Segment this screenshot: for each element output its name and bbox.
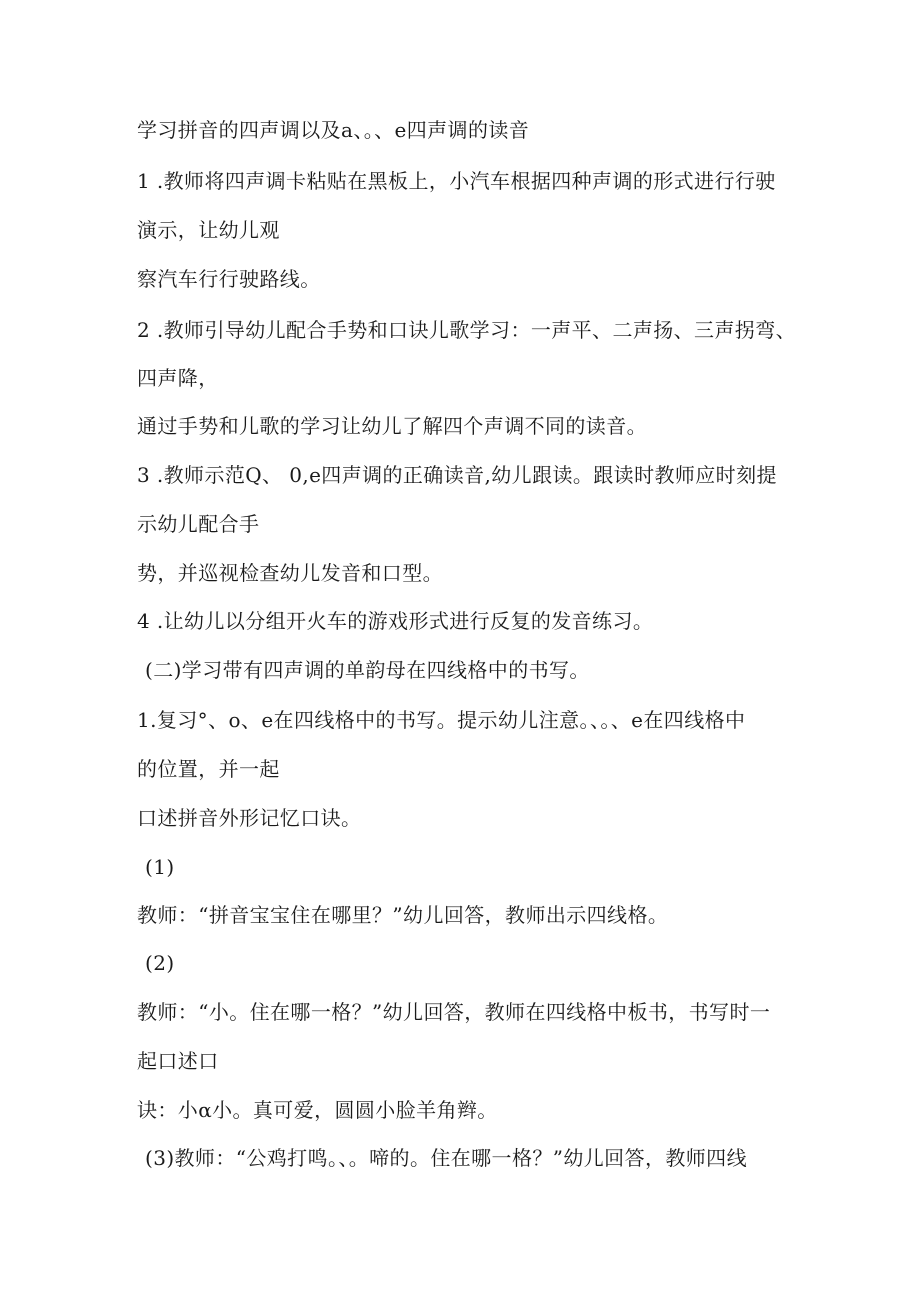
text-line: 察汽车行行驶路线。 xyxy=(137,267,321,291)
text-line: (3)教师：“公鸡打鸣。、。啼的。住在哪一格？”幼儿回答，教师四线 xyxy=(145,1146,747,1170)
text-line: 的位置，并一起 xyxy=(137,757,280,781)
text-line: 四声降， xyxy=(137,366,219,390)
text-line: 4 .让幼儿以分组开火车的游戏形式进行反复的发音练习。 xyxy=(137,609,654,633)
text-line: 势，并巡视检查幼儿发音和口型。 xyxy=(137,561,443,585)
section-heading: (二)学习带有四声调的单韵母在四线格中的书写。 xyxy=(145,658,590,682)
text-line: 1.复习°、o、e在四线格中的书写。提示幼儿注意。、。、e在四线格中 xyxy=(137,708,746,732)
text-line: 口述拼音外形记忆口诀。 xyxy=(137,806,362,830)
text-line: 学习拼音的四声调以及a、。、e四声调的读音 xyxy=(137,118,530,142)
text-line: 3 .教师示范Q、 0,e四声调的正确读音,幼儿跟读。跟读时教师应时刻提 xyxy=(137,463,777,487)
text-line: 起口述口 xyxy=(137,1049,219,1073)
text-line: 诀：小α小。真可爱，圆圆小脸羊角辫。 xyxy=(137,1098,498,1122)
text-line: 教师：“拼音宝宝住在哪里？”幼儿回答，教师出示四线格。 xyxy=(137,903,669,927)
text-line: 通过手势和儿歌的学习让幼儿了解四个声调不同的读音。 xyxy=(137,414,647,438)
text-line: 2 .教师引导幼儿配合手势和口诀儿歌学习：一声平、二声扬、三声拐弯、 xyxy=(137,318,797,342)
item-number: (2) xyxy=(145,951,175,975)
text-line: 教师：“小。住在哪一格？”幼儿回答，教师在四线格中板书，书写时一 xyxy=(137,1000,771,1024)
text-line: 演示，让幼儿观 xyxy=(137,218,280,242)
text-line: 示幼儿配合手 xyxy=(137,512,260,536)
item-number: (1) xyxy=(145,855,175,879)
text-line: 1 .教师将四声调卡粘贴在黑板上，小汽车根据四种声调的形式进行行驶 xyxy=(137,169,776,193)
